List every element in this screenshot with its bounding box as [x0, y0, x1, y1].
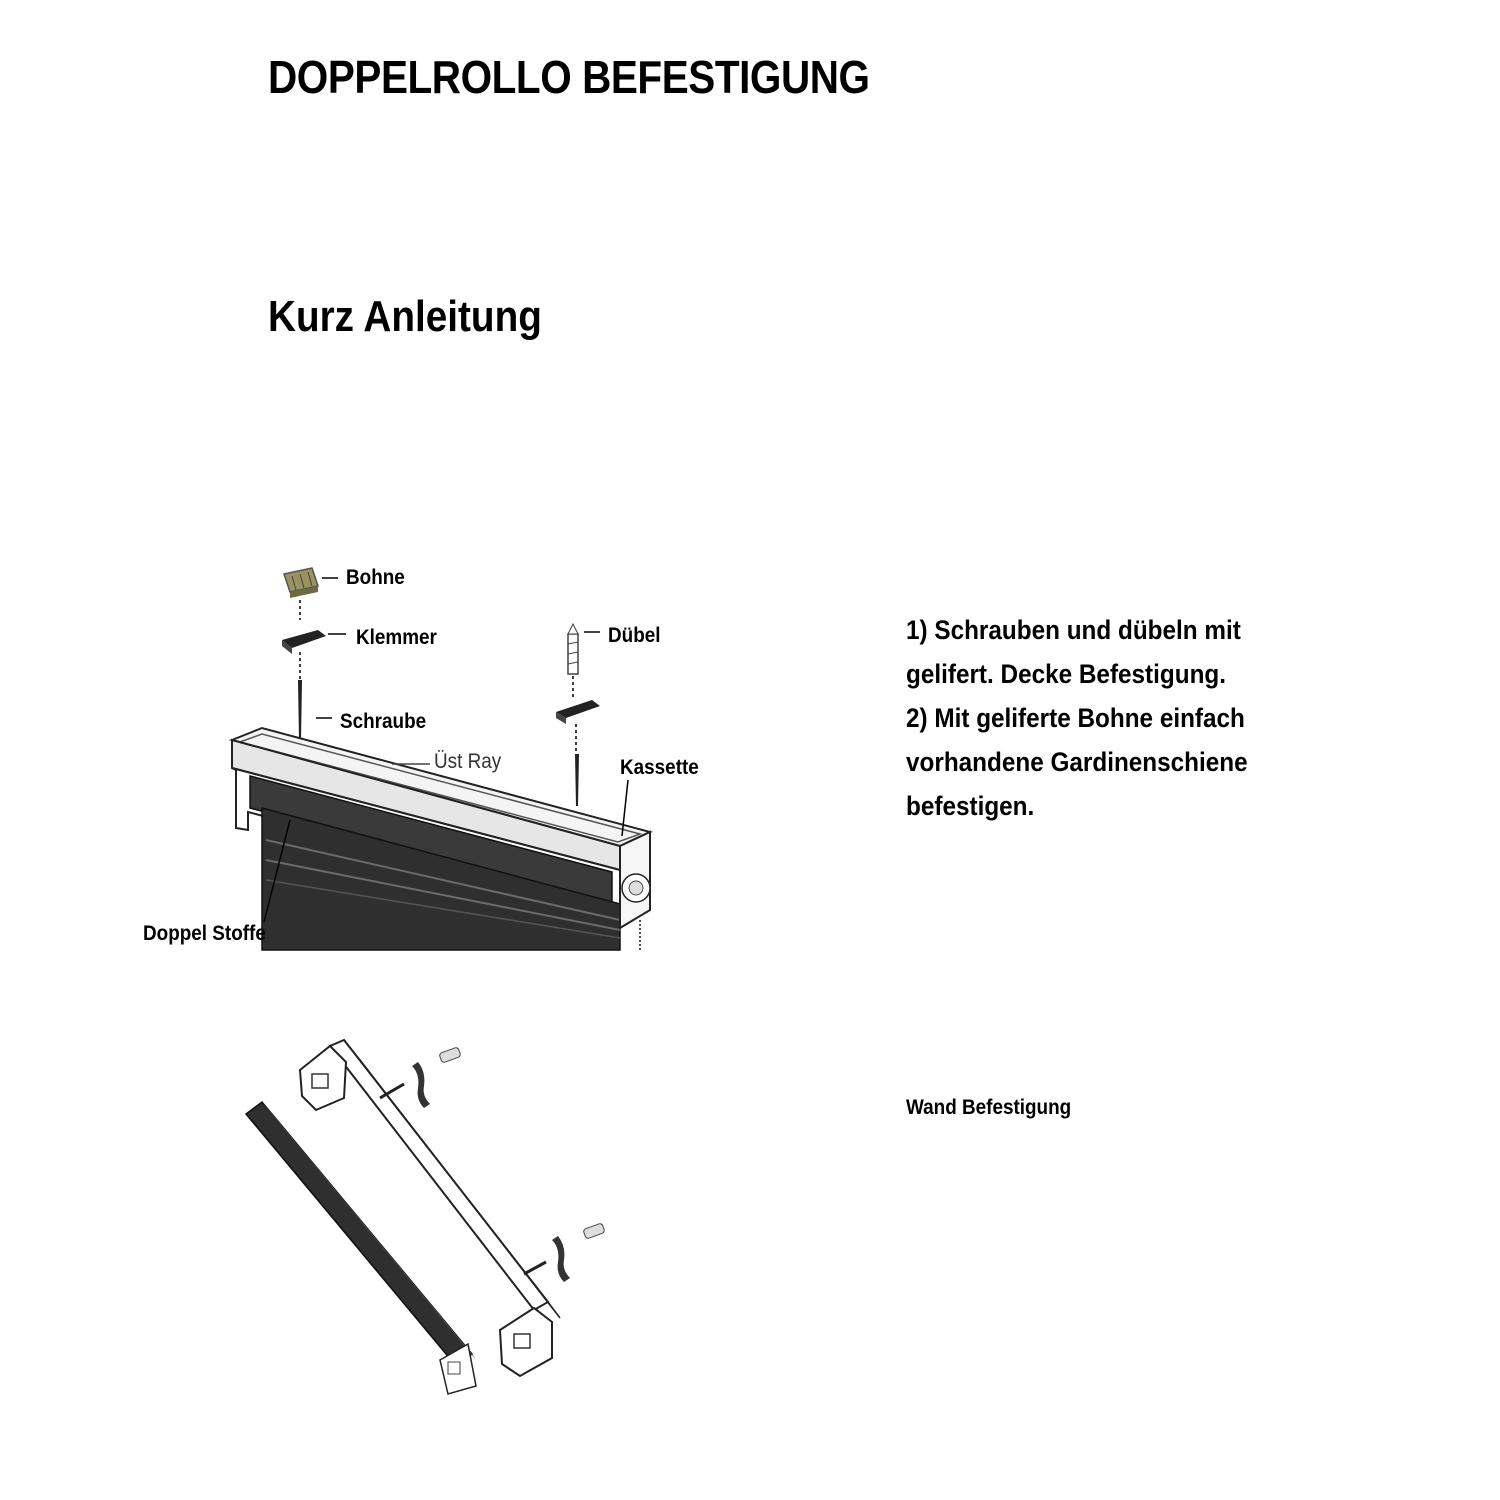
fabric-tube [246, 1102, 476, 1394]
instruction-line: 1) Schrauben und dübeln mit [906, 615, 1241, 645]
label-duebel: Dübel [608, 624, 661, 647]
lower-fixings [524, 1223, 605, 1282]
upper-fixings [380, 1047, 461, 1108]
label-doppel-stoffe: Doppel Stoffe [143, 922, 266, 945]
instruction-line: gelifert. Decke Befestigung. [906, 659, 1227, 689]
instruction-line: befestigen. [906, 791, 1035, 821]
label-uest-ray: Üst Ray [434, 750, 502, 773]
label-bohne: Bohne [346, 566, 405, 589]
section-heading: Kurz Anleitung [268, 292, 542, 341]
instruction-line: 2) Mit geliferte Bohne einfach [906, 703, 1245, 733]
label-kassette: Kassette [620, 756, 699, 779]
page-title: DOPPELROLLO BEFESTIGUNG [268, 51, 870, 103]
wall-mount-caption: Wand Befestigung [906, 1096, 1072, 1119]
label-schraube: Schraube [340, 710, 427, 733]
label-klemmer: Klemmer [356, 626, 437, 649]
instruction-line: vorhandene Gardinenschiene [906, 747, 1248, 777]
